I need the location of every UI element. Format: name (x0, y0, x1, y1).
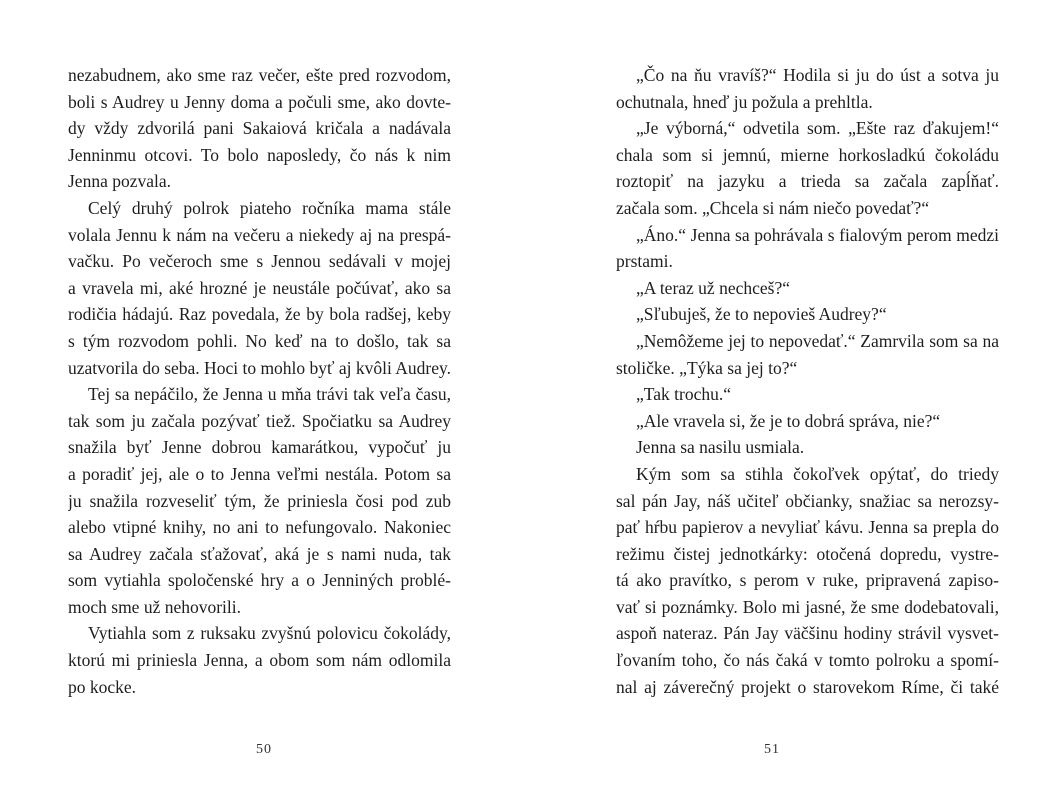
text-line: Jenna pozvala. (68, 171, 172, 192)
text-line: Jenninmu otcovi. To bolo naposledy, čo nás k nim (68, 144, 451, 165)
text-line: „Nemôžeme jej to nepovedať.“ Zamrvila som sa na (636, 330, 999, 351)
text-line: snažila byť Jenne dobrou kamarátkou, vypočuť ju (68, 437, 451, 458)
text-line: Vytiahla som z ruksaku zvyšnú polovicu čokolády, (88, 623, 451, 644)
left-page-number: 50 (256, 742, 272, 757)
text-line: ktorú mi priniesla Jenna, a obom som nám odlomila (68, 650, 451, 671)
text-line: Celý druhý polrok piateho ročníka mama stále (88, 197, 451, 218)
text-line: som vytiahla spoločenské hry a o Jenniných problé- (68, 570, 451, 591)
text-line: roztopiť na jazyku a trieda sa začala zapĺňať. (616, 171, 999, 192)
text-line: alebo vtipné knihy, no ani to nefungovalo. Nakoniec (68, 517, 451, 538)
text-line: nezabudnem, ako sme raz večer, ešte pred rozvodom, (68, 65, 451, 85)
text-line: „Sľubuješ, že to nepovieš Audrey?“ (636, 304, 887, 325)
text-line: Jenna sa nasilu usmiala. (636, 437, 805, 458)
text-line: stoličke. „Týka sa jej to?“ (616, 357, 798, 378)
text-line: boli s Audrey u Jenny doma a počuli sme, ako dovte- (68, 91, 451, 112)
text-line: nal aj záverečný projekt o starovekom Ríme, či také (616, 676, 999, 697)
text-line: dy vždy zdvorilá pani Sakaiová kričala a nadávala (68, 118, 451, 139)
text-line: „Čo na ňu vravíš?“ Hodila si ju do úst a sotva ju (636, 65, 999, 85)
text-line: Kým som sa stihla čokoľvek opýtať, do triedy (636, 463, 999, 484)
text-line: „A teraz už nechceš?“ (636, 277, 790, 298)
text-line: uzatvorila do seba. Hoci to mohlo byť aj kvôli Audrey. (68, 357, 451, 378)
right-page (520, 0, 1040, 800)
text-line: chala som si jemnú, mierne horkosladkú čokoládu (616, 144, 999, 165)
text-line: sal pán Jay, náš učiteľ občianky, snažiac sa nerozsy- (616, 490, 999, 511)
text-line: začala som. „Chcela si nám niečo povedať?“ (616, 197, 930, 218)
text-line: režimu čistej jednotkárky: otočená dopredu, vystre- (616, 543, 999, 564)
text-line: ľovaním toho, čo nás čaká v tomto polroku a spomí- (616, 650, 999, 671)
text-line: ju snažila rozveseliť tým, že priniesla čosi pod zub (68, 490, 451, 511)
text-line: tá ako pravítko, s perom v ruke, pripravená zapiso- (616, 570, 999, 591)
left-page-text (68, 62, 451, 700)
text-line: vačku. Po večeroch sme s Jennou sedávali v mojej (68, 251, 451, 272)
text-line: a poradiť jej, ale o to Jenna veľmi nestála. Potom sa (68, 463, 451, 484)
text-line: aspoň nateraz. Pán Jay väčšinu hodiny strávil vysvet- (616, 623, 999, 644)
text-line: „Je výborná,“ odvetila som. „Ešte raz ďakujem!“ (636, 118, 999, 139)
text-line: volala Jennu k nám na večeru a niekedy aj na prespá- (68, 224, 451, 245)
text-line: „Ale vravela si, že je to dobrá správa, nie?“ (636, 410, 941, 431)
text-line: Tej sa nepáčilo, že Jenna u mňa trávi tak veľa času, (88, 384, 451, 405)
text-line: sa Audrey začala sťažovať, aká je s nami nuda, tak (68, 543, 451, 564)
text-line: prstami. (616, 251, 673, 272)
text-line: pať hŕbu papierov a nevyliať kávu. Jenna sa preplа do (616, 517, 999, 538)
text-line: ochutnala, hneď ju požula a prehltla. (616, 91, 873, 112)
text-line: rodičia hádajú. Raz povedala, že by bola radšej, keby (68, 304, 451, 325)
right-page-number: 51 (764, 742, 780, 757)
text-line: „Áno.“ Jenna sa pohrávala s fialovým perom medzi (636, 224, 999, 245)
text-line: po kocke. (68, 676, 137, 697)
text-line: moch sme už nehovorili. (68, 596, 242, 617)
text-line: s tým rozvodom pohli. No keď na to došlo, tak sa (68, 330, 451, 351)
right-page-text (616, 62, 999, 700)
text-line: a vravela mi, aké hrozné je neustále počúvať, ako sa (68, 277, 451, 298)
text-line: vať si poznámky. Bolo mi jasné, že sme dodebatovali, (616, 596, 999, 617)
text-line: „Tak trochu.“ (636, 384, 731, 405)
text-line: tak som ju začala pozývať tiež. Spočiatku sa Audrey (68, 410, 451, 431)
